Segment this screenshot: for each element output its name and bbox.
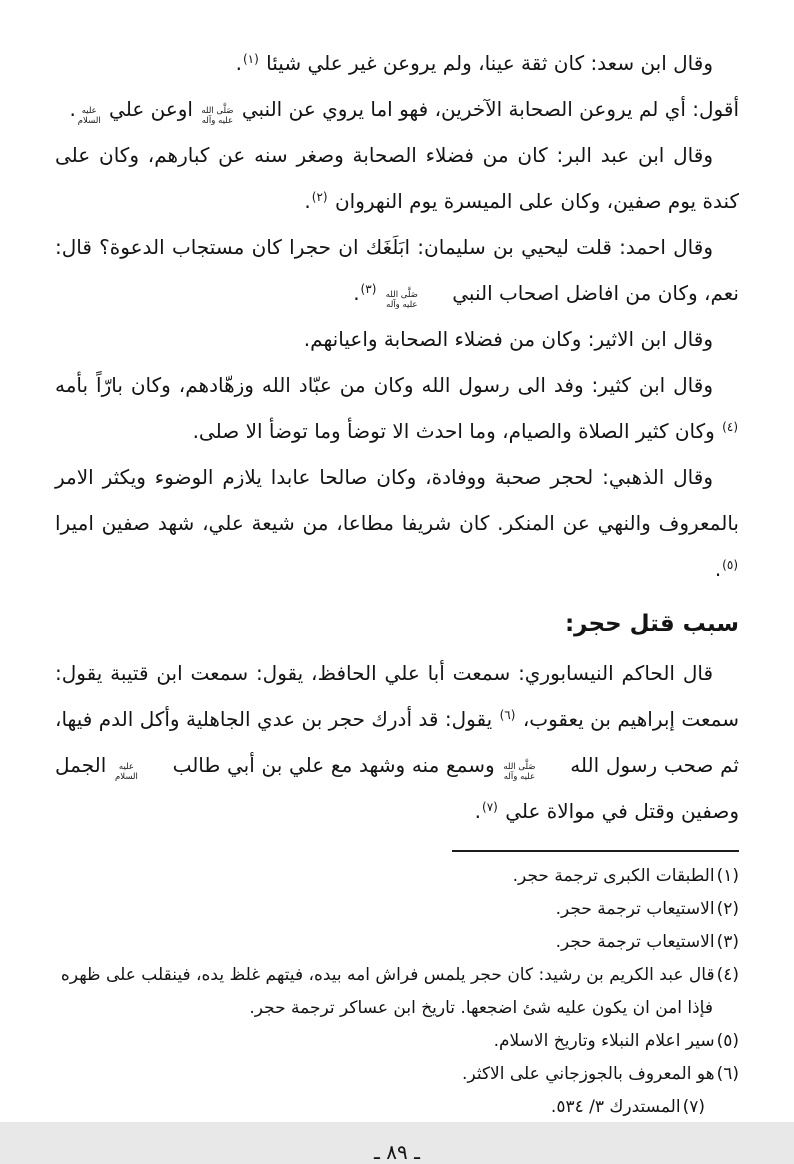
honorific-alayhi-assalam-mark: عليه السلام (77, 106, 101, 126)
honorific-salla-allahu-alayhi-wa-alih-mark: صَلَّى الله عليه وآله (385, 290, 418, 310)
footnote-ref: (٥) (722, 558, 738, 572)
footnote-item (55, 893, 739, 926)
honorific-salla-allahu-alayhi-wa-alih-mark: صَلَّى الله عليه وآله (201, 106, 234, 126)
footnote-text: الاستيعاب ترجمة حجر. (555, 899, 715, 919)
body-paragraph: قال الحاكم النيسابوري: سمعت أبا علي الحافظ، يقول: سمعت ابن قتيبة يقول: سمعت إبراهيم بن يعقوب، $^{(٦)}$ يقول: قد أدرك حجر بن عدي الجاهلية وأكل الدم فيها، ثم صحب رسول الله صَلَّى الله عليه وآله وسمع منه وشهد مع علي بن أبي طالب عليه السلام الجمل وصفين وقتل في موالاة علي $^{(٧)}$. (55, 661, 739, 823)
body-paragraph: أقول: أي لم يروعن الصحابة الآخرين، فهو اما يروي عن النبي صَلَّى الله عليه وآله اوعن علي عليه السلام . (69, 97, 739, 126)
body-paragraph: وقال ابن عبد البر: كان من فضلاء الصحابة وصغر سنه عن كبارهم، وكان على كندة يوم صفين، وكان على الميسرة يوم النهروان $^{(٢)}$. (55, 143, 739, 213)
body-paragraph: وقال ابن كثير: وفد الى رسول الله وكان من عبّاد الله وزهّادهم، وكان بارّاً بأمه $^{(٤)}$ وكان كثير الصلاة والصيام، وما احدث الا توضأ وما توضأ الا صلى. (55, 373, 738, 443)
footnote-marker: (٤) (716, 965, 739, 985)
footnote-ref: (١) (242, 52, 259, 66)
footnote-item (55, 926, 739, 959)
footnote-text: هو المعروف بالجوزجاني على الاكثر. (462, 1064, 715, 1084)
page-number: ـ ٨٩ ـ (374, 1140, 420, 1164)
footnote-item (55, 860, 739, 893)
footnote-ref: (٦) (499, 708, 516, 722)
footnotes-block (55, 860, 739, 1124)
footnote-ref: (٣) (360, 282, 377, 296)
footnote-text: سير اعلام النبلاء وتاريخ الاسلام. (493, 1031, 715, 1051)
footnote-separator-line (452, 850, 739, 852)
footnote-ref: (٤) (722, 420, 738, 434)
footnote-text: الاستيعاب ترجمة حجر. (555, 932, 715, 952)
section-heading: سبب قتل حجر: (564, 611, 739, 637)
footnote-item (55, 1058, 739, 1091)
footnote-marker: (٦) (716, 1064, 739, 1084)
footnote-text: الطبقات الكبرى ترجمة حجر. (512, 866, 715, 886)
body-paragraph: وقال ابن الاثير: وكان من فضلاء الصحابة واعيانهم. (303, 327, 713, 351)
honorific-alayhi-assalam-mark: عليه السلام (114, 762, 138, 782)
footnote-marker: (٥) (716, 1031, 739, 1051)
honorific-salla-allahu-alayhi-wa-alih-mark: صَلَّى الله عليه وآله (503, 762, 536, 782)
footnote-marker: (٣) (716, 932, 739, 952)
footnote-marker: (٢) (716, 899, 739, 919)
footnote-marker: (١) (716, 866, 739, 886)
footnote-ref: (٢) (311, 190, 328, 204)
body-paragraph: وقال ابن سعد: كان ثقة عينا، ولم يروعن غير علي شيئا $^{(١)}$. (235, 51, 713, 75)
footnote-item (55, 959, 739, 1025)
footnote-text: قال عبد الكريم بن رشيد: كان حجر يلمس فراش امه بيده، فيتهم غلظ يده، فينقلب على ظهره فإذا امن ان يكون عليه شئ اضجعها. تاريخ ابن عساكر ترجمة حجر. (60, 965, 715, 1018)
footnote-ref: (٧) (482, 800, 498, 814)
main-text-block (55, 40, 739, 834)
footnote-item (55, 1025, 739, 1058)
body-paragraph: وقال الذهبي: لحجر صحبة ووفادة، وكان صالحا عابدا يلازم الوضوء ويكثر الامر بالمعروف والنهي عن المنكر. كان شريفا مطاعا، من شيعة علي، شهد صفين اميرا $^{(٥)}$. (55, 465, 739, 581)
body-paragraph: وقال احمد: قلت ليحيي بن سليمان: ابَلَغَك ان حجرا كان مستجاب الدعوة؟ قال: نعم، وكان من افاضل اصحاب النبي صَلَّى الله عليه وآله $^{(٣)}$. (55, 235, 739, 310)
footnote-item (55, 1091, 705, 1124)
footnote-marker: (٧) (682, 1097, 705, 1117)
footnote-text: المستدرك ٣/ ٥٣٤. (550, 1097, 681, 1117)
